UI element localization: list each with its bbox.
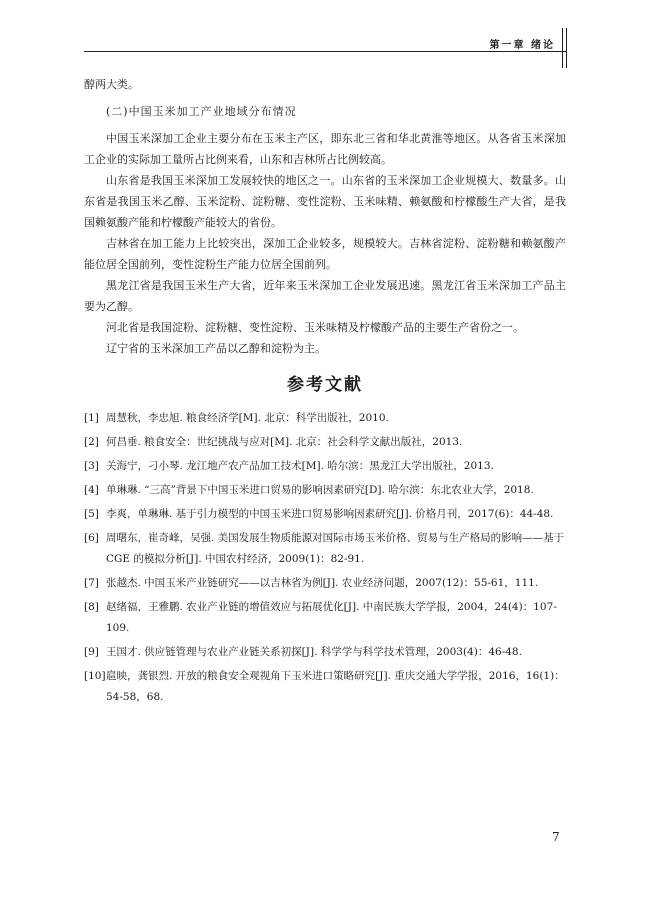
reference-text: 王国才. 供应链管理与农业产业链关系初探[J]. 科学学与科学技术管理，2003(4)：46-48. (106, 646, 522, 658)
reference-item (84, 408, 566, 429)
paragraph-distribution: 中国玉米深加工企业主要分布在玉米主产区，即东北三省和华北黄淮等地区。从各省玉米深加工企业的实际加工量所占比例来看，山东和吉林所占比例较高。 (84, 132, 566, 166)
header-rule (84, 51, 566, 52)
section-subheading: (二)中国玉米加工产业地域分布情况 (106, 105, 297, 118)
reference-item (84, 642, 566, 663)
reference-item (84, 666, 566, 708)
reference-number: [5] (84, 508, 99, 520)
reference-number: [3] (84, 460, 99, 472)
references-title: 参考文献 (287, 375, 363, 395)
reference-text: 张越杰. 中国玉米产业链研究——以吉林省为例[J]. 农业经济问题，2007(12)：55-61，111. (106, 577, 539, 589)
reference-item (84, 528, 566, 570)
reference-number: [1] (84, 412, 99, 424)
paragraph-liaoning: 辽宁省的玉米深加工产品以乙醇和淀粉为主。 (106, 342, 326, 355)
reference-item (84, 504, 566, 525)
header-vertical-bar-2 (566, 28, 567, 68)
reference-list (84, 408, 566, 708)
reference-text: 扈映，龚银烈. 开放的粮食安全观视角下玉米进口策略研究[J]. 重庆交通大学学报，2016，16(1)：54-58，68. (106, 670, 565, 703)
reference-text: 赵绪福，王雅鹏. 农业产业链的增值效应与拓展优化[J]. 中南民族大学学报，2004，24(4)：107-109. (106, 601, 557, 634)
paragraph-jilin: 吉林省在加工能力上比较突出，深加工企业较多，规模较大。吉林省淀粉、淀粉糖和赖氨酸产能位居全国前列，变性淀粉生产能力位居全国前列。 (84, 237, 566, 271)
reference-item (84, 480, 566, 501)
page-number: 7 (552, 830, 560, 844)
reference-number: [7] (84, 577, 99, 589)
reference-item (84, 432, 566, 453)
page-content (84, 74, 566, 711)
paragraph-shandong: 山东省是我国玉米深加工发展较快的地区之一。山东省的玉米深加工企业规模大、数量多。山东省是我国玉米乙醇、玉米淀粉、淀粉糖、变性淀粉、玉米味精、赖氨酸和柠檬酸生产大省，是我国赖氨酸产能和柠檬酸产能较大的省份。 (84, 174, 566, 229)
reference-number: [10] (84, 670, 106, 682)
reference-text: 周慧秋，李忠旭. 粮食经济学[M]. 北京：科学出版社，2010. (106, 412, 389, 424)
reference-text: 李爽，单琳琳. 基于引力模型的中国玉米进口贸易影响因素研究[J]. 价格月刊，2017(6)：44-48. (106, 508, 554, 520)
reference-text: 关海宁，刁小琴. 龙江地产农产品加工技术[M]. 哈尔滨：黑龙江大学出版社，2013. (106, 460, 494, 472)
reference-number: [2] (84, 436, 99, 448)
running-header-chapter: 第一章 绪论 (489, 40, 555, 51)
reference-number: [4] (84, 484, 99, 496)
reference-number: [8] (84, 601, 99, 613)
reference-text: 何昌垂. 粮食安全：世纪挑战与应对[M]. 北京：社会科学文献出版社，2013. (106, 436, 463, 448)
header-vertical-bar (562, 28, 563, 68)
reference-number: [6] (84, 532, 99, 544)
reference-item (84, 573, 566, 594)
reference-item (84, 456, 566, 477)
paragraph-hebei: 河北省是我国淀粉、淀粉糖、变性淀粉、玉米味精及柠檬酸产品的主要生产省份之一。 (106, 321, 524, 334)
reference-text: 周曙东，崔奇峰，吴强. 美国发展生物质能源对国际市场玉米价格、贸易与生产格局的影响——基于 CGE 的模拟分析[J]. 中国农村经济，2009(1)：82-91. (106, 532, 565, 565)
reference-number: [9] (84, 646, 99, 658)
reference-item (84, 597, 566, 639)
paragraph-heilongjiang: 黑龙江省是我国玉米生产大省，近年来玉米深加工企业发展迅速。黑龙江省玉米深加工产品主要为乙醇。 (84, 279, 566, 313)
paragraph-continued: 醇两大类。 (84, 78, 139, 91)
reference-text: 单琳琳. “三高”背景下中国玉米进口贸易的影响因素研究[D]. 哈尔滨：东北农业大学，2018. (106, 484, 534, 496)
